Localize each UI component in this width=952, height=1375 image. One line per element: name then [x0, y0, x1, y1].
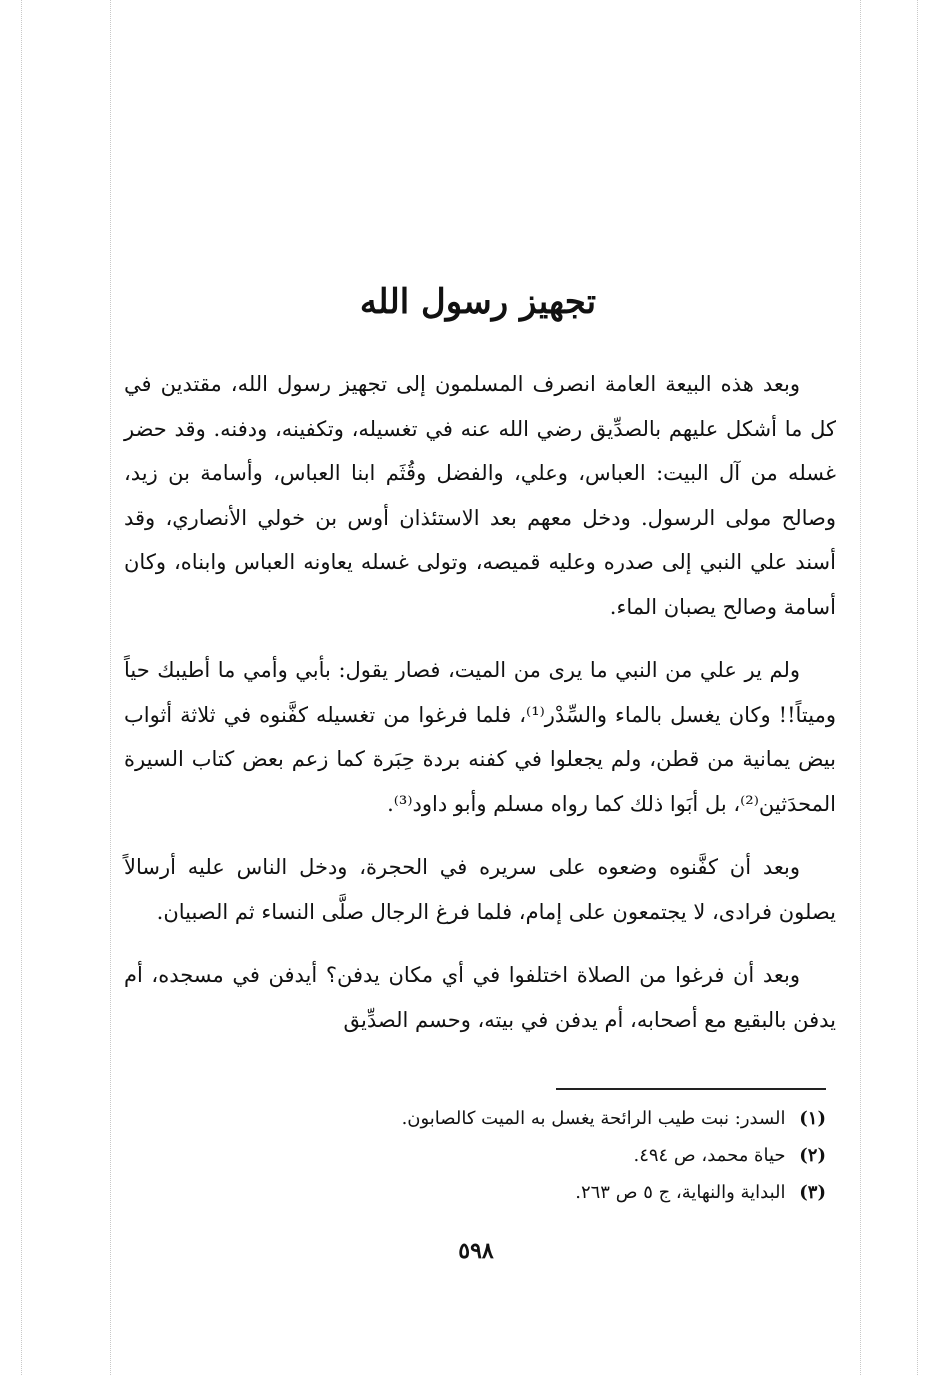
scan-guide-line — [860, 0, 861, 1375]
paragraph: وبعد أن فرغوا من الصلاة اختلفوا في أي مكان يدفن؟ أيدفن في مسجده، أم يدفن بالبقيع مع أصحابه، أم يدفن في بيته، وحسم الصدِّيق — [124, 963, 836, 1032]
page-number: ٥٩٨ — [458, 1238, 494, 1264]
scan-guide-line — [917, 0, 918, 1375]
footnote-text: السدر: نبت طيب الرائحة يغسل به الميت كالصابون. — [401, 1108, 786, 1129]
paragraph: ولم ير علي من النبي ما يرى من الميت، فصار يقول: بأبي وأمي ما أطيبك حياً وميتاً!! وكان يغسل بالماء والسِّدْر⁽¹⁾، فلما فرغوا من تغسيله كفَّنوه في ثلاثة أثواب بيض يمانية من قطن، ولم يجعلوا في كفنه بردة حِبَرة كما زعم بعض كتاب السيرة المحدَثين⁽²⁾، بل أبَوا ذلك كما رواه مسلم وأبو داود⁽³⁾. — [124, 658, 836, 816]
chapter-title: تجهيز رسول الله — [359, 282, 597, 322]
footnote-text: حياة محمد، ص ٤٩٤. — [633, 1145, 786, 1166]
footnote-divider — [556, 1088, 826, 1090]
footnote-text: البداية والنهاية، ج ٥ ص ٢٦٣. — [575, 1182, 786, 1203]
footnote-number: (١) — [799, 1108, 826, 1129]
footnote-number: (٢) — [799, 1145, 826, 1166]
scan-guide-line — [21, 0, 22, 1375]
scan-guide-line — [110, 0, 111, 1375]
footnote-item — [300, 1174, 826, 1211]
footnote-number: (٣) — [799, 1182, 826, 1203]
paragraph: وبعد هذه البيعة العامة انصرف المسلمون إلى تجهيز رسول الله، مقتدين في كل ما أشكل عليهم بالصدِّيق رضي الله عنه في تغسيله، وتكفينه، ودفنه. وقد حضر غسله من آل البيت: العباس، وعلي، والفضل وقُثَم ابنا العباس، وأسامة بن زيد، وصالح مولى الرسول. ودخل معهم بعد الاستئذان أوس بن خولي الأنصاري، وقد أسند علي النبي إلى صدره وعليه قميصه، وتولى غسله يعاونه العباس وابناه، وكان أسامة وصالح يصبان الماء. — [124, 372, 836, 619]
paragraph: وبعد أن كفَّنوه وضعوه على سريره في الحجرة، ودخل الناس عليه أرسالاً يصلون فرادى، لا يجتمعون على إمام، فلما فرغ الرجال صلَّى النساء ثم الصبيان. — [124, 855, 836, 924]
body-text — [124, 362, 836, 1061]
footnote-item — [300, 1137, 826, 1174]
footnote-item — [300, 1100, 826, 1137]
footnotes — [300, 1100, 826, 1211]
